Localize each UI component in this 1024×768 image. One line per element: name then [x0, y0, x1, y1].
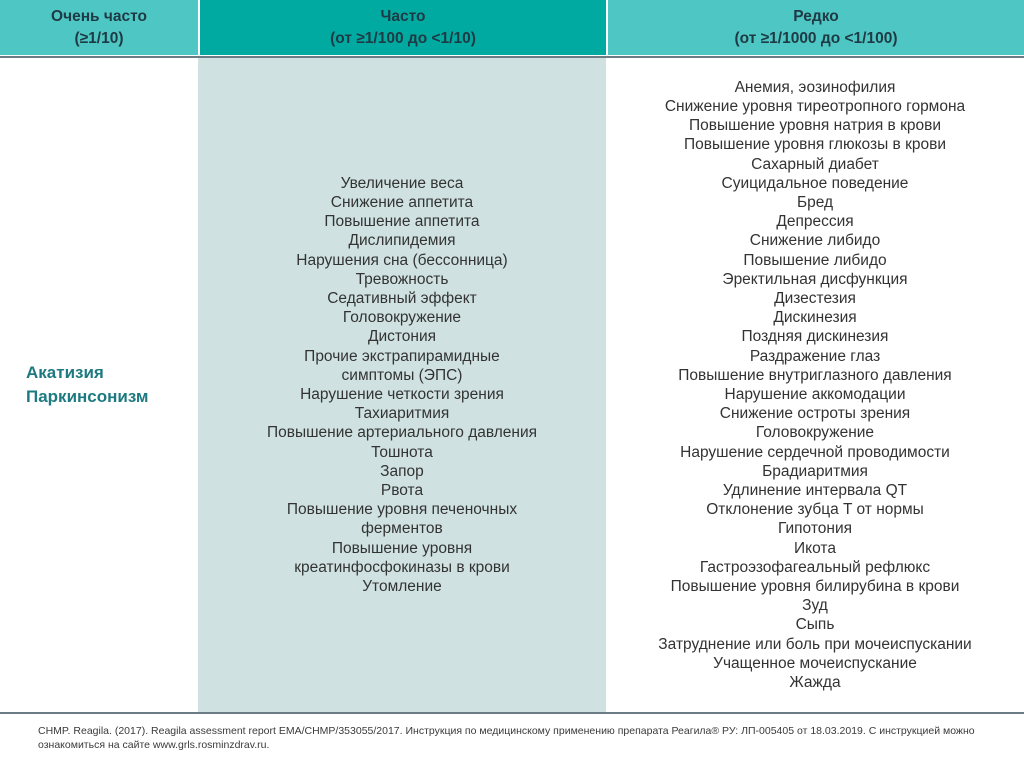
list-item: Снижение уровня тиреотропного гормона	[664, 97, 966, 115]
list-item: Раздражение глаз	[749, 347, 881, 365]
header-very-often	[0, 0, 198, 55]
list-item: Депрессия	[776, 213, 854, 231]
list-item: Учащенное мочеиспускание	[713, 654, 917, 672]
column-rare	[606, 58, 1024, 712]
list-item: Затруднение или боль при мочеиспускании	[658, 635, 972, 653]
list-item: Снижение аппетита	[330, 193, 474, 211]
list-item: Нарушение четкости зрения	[300, 386, 504, 403]
header-rare-title: Редко	[793, 7, 839, 25]
list-item: Головокружение	[342, 309, 462, 327]
list-item: Повышение либидо	[743, 251, 887, 269]
list-item: Тошнота	[371, 443, 433, 461]
list-item: Нарушения сна (бессонница)	[296, 251, 508, 269]
list-item: Поздняя дискинезия	[741, 328, 889, 346]
list-item: Суицидальное поведение	[721, 174, 909, 192]
list-item: Жажда	[789, 674, 841, 692]
list-item: Нарушение сердечной проводимости	[680, 443, 950, 461]
list-item: Увеличение веса	[340, 174, 464, 192]
list-item: Повышение аппетита	[324, 213, 480, 231]
header-often-range: (от ≥1/100 до <1/10)	[330, 29, 476, 47]
list-item: Снижение либидо	[749, 232, 881, 250]
list-item: Дизестезия	[774, 289, 856, 307]
very-often-list	[0, 361, 148, 409]
list-item: Паркинсонизм	[26, 387, 149, 406]
header-often	[200, 0, 606, 55]
list-item: Анемия, эозинофилия	[734, 78, 896, 96]
list-item: Головокружение	[755, 424, 875, 442]
list-item: Повышение артериального давления	[266, 424, 538, 442]
list-item: Дислипидемия	[348, 232, 456, 250]
list-item: Акатизия	[26, 363, 104, 382]
list-item: Икота	[794, 539, 836, 557]
list-item: Повышение уровня глюкозы в крови	[683, 136, 947, 154]
list-item: Гастроэзофагеальный рефлюкс	[699, 558, 931, 576]
often-list	[267, 174, 537, 596]
list-item: Гипотония	[777, 520, 852, 538]
footer-divider	[0, 712, 1024, 714]
header-often-title: Часто	[380, 7, 426, 25]
column-very-often	[0, 58, 198, 712]
list-item: креатинфосфокиназы в крови	[294, 558, 510, 576]
list-item: Брадиаритмия	[762, 462, 868, 480]
list-item: Сахарный диабет	[751, 155, 879, 173]
list-item: Повышение внутриглазного давления	[678, 366, 952, 384]
list-item: симптомы (ЭПС)	[341, 366, 463, 384]
list-item: Тахиаритмия	[354, 405, 450, 423]
list-item: Тревожность	[355, 270, 449, 288]
footnote: CHMP. Reagila. (2017). Reagila assessment report EMA/CHMP/353055/2017. Инструкция по медицинскому применению препарата Реагила® РУ: ЛП-005405 от 18.03.2019. С инструкцией можно ознакомиться на сайте www.grls.rosminzdrav.ru.	[38, 725, 975, 751]
list-item: Повышение уровня натрия в крови	[688, 117, 942, 135]
list-item: Снижение остроты зрения	[719, 405, 911, 423]
header-very-often-range: (≥1/10)	[74, 29, 124, 47]
list-item: Зуд	[802, 597, 828, 615]
list-item: Седативный эффект	[327, 289, 477, 307]
list-item: Бред	[796, 193, 834, 211]
header-rare	[608, 0, 1024, 55]
header-rare-range: (от ≥1/1000 до <1/100)	[734, 29, 898, 47]
column-often	[198, 58, 606, 712]
list-item: Дистония	[367, 328, 437, 346]
list-item: Эректильная дисфункция	[722, 270, 908, 288]
list-item: Нарушение аккомодации	[724, 386, 906, 403]
list-item: Отклонение зубца T от нормы	[706, 501, 924, 519]
list-item: ферментов	[361, 520, 443, 538]
list-item: Удлинение интервала QT	[722, 482, 908, 500]
list-item: Рвота	[380, 482, 424, 500]
list-item: Утомление	[362, 578, 442, 596]
list-item: Повышение уровня	[331, 539, 473, 557]
list-item: Запор	[380, 462, 424, 480]
list-item: Дискинезия	[773, 309, 857, 327]
list-item: Повышение уровня печеночных	[286, 501, 518, 519]
rare-list	[658, 78, 971, 693]
table-header	[0, 0, 1024, 55]
list-item: Повышение уровня билирубина в крови	[670, 578, 960, 596]
list-item: Сыпь	[795, 616, 835, 634]
list-item: Прочие экстрапирамидные	[304, 347, 500, 365]
header-very-often-title: Очень часто	[51, 7, 147, 25]
